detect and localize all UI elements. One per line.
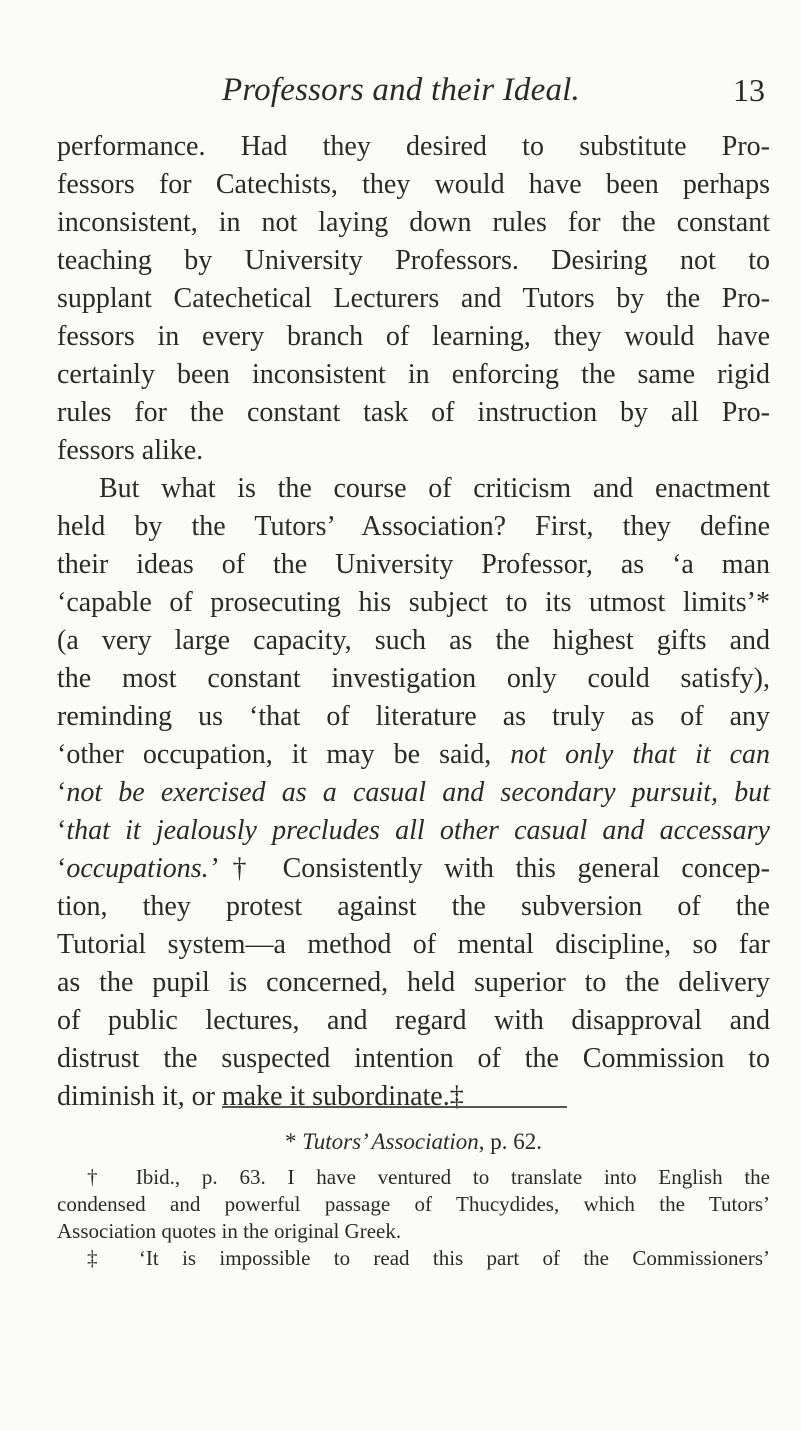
- footnote-source-title: Tutors’ Association: [302, 1129, 479, 1154]
- text-line: as the pupil is concerned, held superior to the delivery: [57, 967, 770, 998]
- footnote-1: [57, 1128, 770, 1155]
- quote-mark: ‘: [57, 777, 67, 808]
- text-line: diminish it, or make it subordinate.‡: [57, 1081, 464, 1112]
- italic-run: occupations.’: [66, 853, 218, 884]
- footnote-3: ‡ ‘It is impossible to read this part of the Commissioners’: [87, 1246, 770, 1270]
- text-line: ‘capable of prosecuting his subject to its utmost limits’*: [57, 587, 770, 618]
- text-line: reminding us ‘that of literature as truly as of any: [57, 701, 770, 732]
- text-line: [57, 736, 770, 774]
- italic-run: not only that it can: [510, 739, 770, 770]
- text-line: [57, 850, 770, 888]
- running-title: Professors and their Ideal.: [222, 72, 580, 108]
- text-line: their ideas of the University Professor, as ‘a man: [57, 549, 770, 580]
- quote-mark: ‘: [57, 815, 67, 846]
- footnote-text: , p. 62.: [478, 1129, 543, 1154]
- text-line: held by the Tutors’ Association? First, they define: [57, 511, 770, 542]
- text-line: fessors in every branch of learning, they would have: [57, 321, 770, 352]
- text-line: Tutorial system—a method of mental discipline, so far: [57, 929, 770, 960]
- text-line: But what is the course of criticism and enactment: [99, 473, 770, 504]
- text-line: inconsistent, in not laying down rules for the constant: [57, 207, 770, 238]
- text-line: certainly been inconsistent in enforcing the same rigid: [57, 359, 770, 390]
- italic-run: that it jealously precludes all other casual and accessary: [66, 815, 770, 846]
- text-line: fessors alike.: [57, 435, 204, 466]
- text-line: [57, 812, 770, 850]
- text-line: distrust the suspected intention of the Commission to: [57, 1043, 770, 1074]
- text-line: of public lectures, and regard with disapproval and: [57, 1005, 770, 1036]
- footnote-2-line: condensed and powerful passage of Thucydides, which the Tutors’: [57, 1192, 770, 1216]
- quote-mark: ‘: [57, 853, 67, 884]
- text-run: ‘other occupation, it may be said,: [57, 739, 511, 770]
- text-line: rules for the constant task of instruction by all Pro-: [57, 397, 770, 428]
- italic-run: not be exercised as a casual and secondary pursuit, but: [66, 777, 770, 808]
- footnote-marker: *: [284, 1129, 303, 1154]
- text-line: fessors for Catechists, they would have been perhaps: [57, 169, 770, 200]
- footnote-divider: [222, 1106, 567, 1108]
- text-line: teaching by University Professors. Desiring not to: [57, 245, 770, 276]
- running-head: [0, 72, 801, 112]
- text-line: tion, they protest against the subversion of the: [57, 891, 770, 922]
- text-run: † Consistently with this general concep-: [217, 853, 770, 884]
- text-line: [57, 774, 770, 812]
- text-line: the most constant investigation only could satisfy),: [57, 663, 770, 694]
- footnote-2-line: Association quotes in the original Greek.: [57, 1219, 402, 1243]
- text-line: supplant Catechetical Lecturers and Tutors by the Pro-: [57, 283, 770, 314]
- page-number: 13: [733, 72, 765, 108]
- footnote-2-line: † Ibid., p. 63. I have ventured to translate into English the: [87, 1165, 770, 1189]
- text-line: performance. Had they desired to substitute Pro-: [57, 131, 770, 162]
- text-line: (a very large capacity, such as the highest gifts and: [57, 625, 770, 656]
